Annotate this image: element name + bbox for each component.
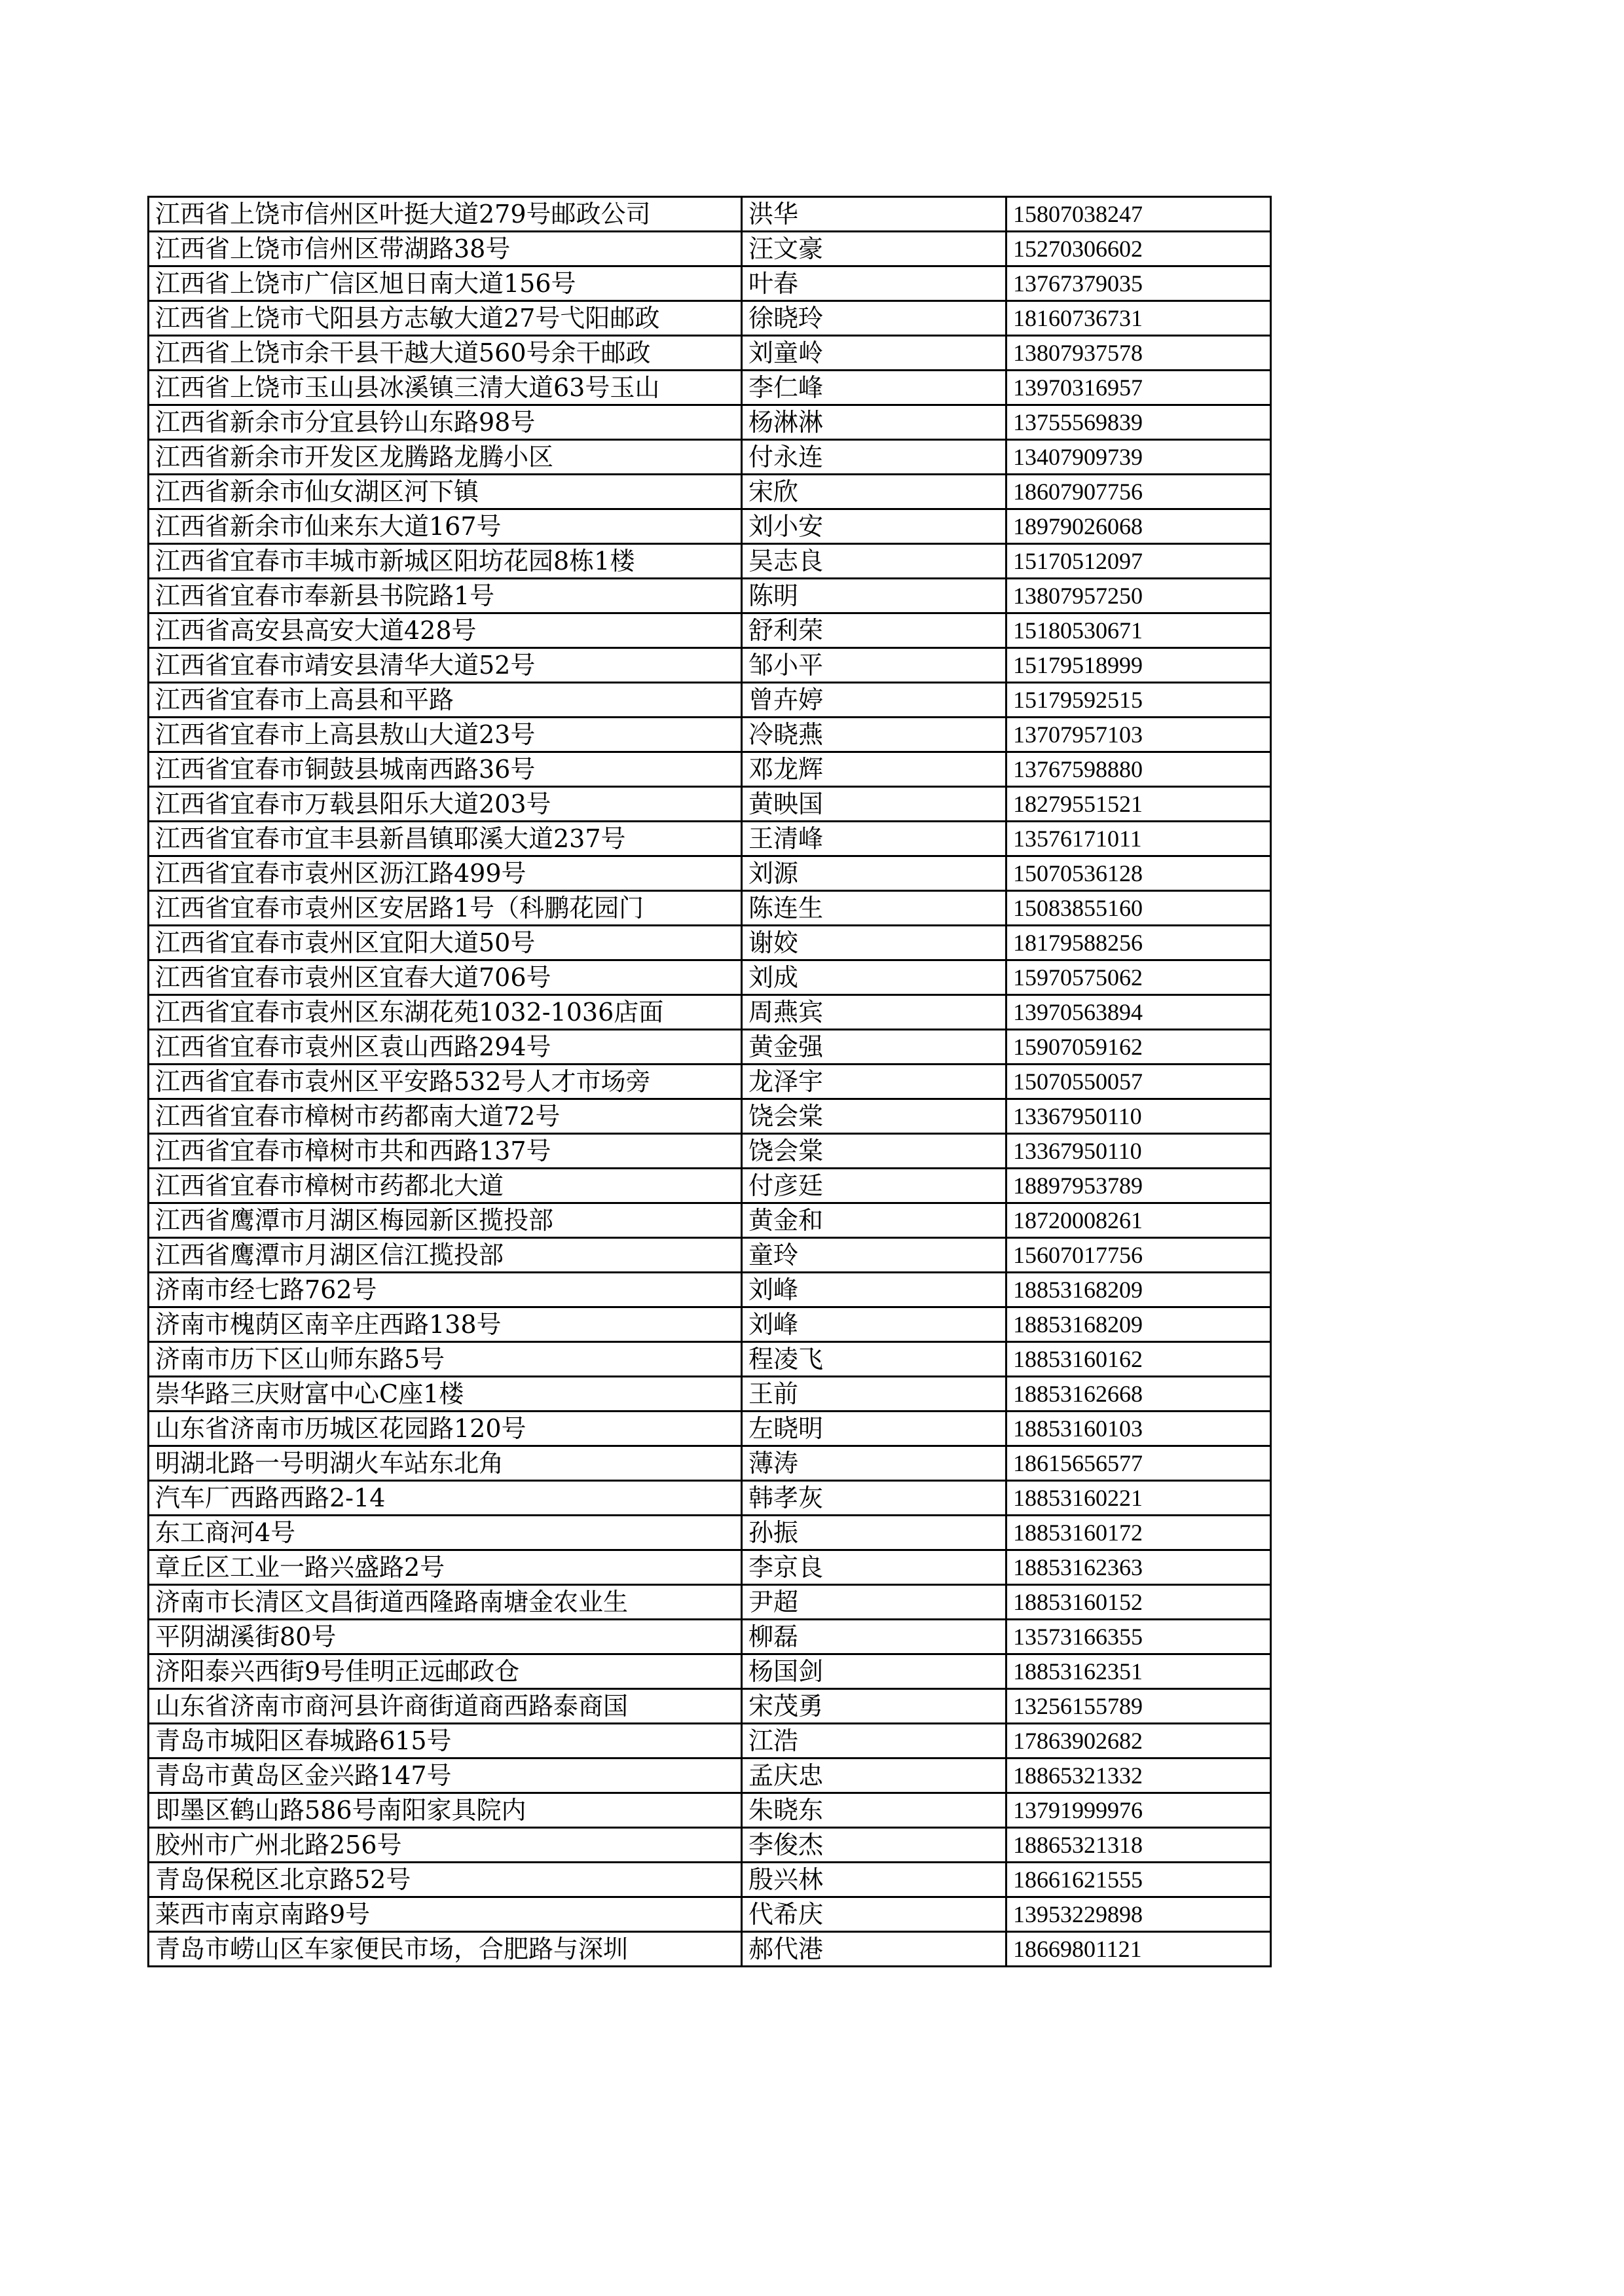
name-cell: 刘小安 [742, 509, 1006, 544]
table-row [149, 1377, 1271, 1412]
name-cell: 洪华 [742, 197, 1006, 232]
address-cell: 山东省济南市商河县许商街道商西路泰商国 [149, 1689, 742, 1724]
name-cell: 刘源 [742, 856, 1006, 891]
address-cell: 江西省上饶市广信区旭日南大道156号 [149, 266, 742, 301]
table-row [149, 1446, 1271, 1481]
address-cell: 济南市槐荫区南辛庄西路138号 [149, 1307, 742, 1342]
address-cell: 江西省新余市开发区龙腾路龙腾小区 [149, 440, 742, 475]
name-cell: 饶会棠 [742, 1099, 1006, 1134]
name-cell: 王清峰 [742, 822, 1006, 856]
table-row [149, 579, 1271, 613]
table-row [149, 1550, 1271, 1585]
table-row [149, 960, 1271, 995]
name-cell: 杨淋淋 [742, 405, 1006, 440]
phone-cell: 18853160162 [1006, 1342, 1271, 1377]
address-cell: 济阳泰兴西街9号佳明正远邮政仓 [149, 1654, 742, 1689]
table-row [149, 1273, 1271, 1307]
address-cell: 江西省宜春市袁州区沥江路499号 [149, 856, 742, 891]
address-cell: 江西省鹰潭市月湖区梅园新区揽投部 [149, 1203, 742, 1238]
name-cell: 杨国剑 [742, 1654, 1006, 1689]
address-cell: 济南市历下区山师东路5号 [149, 1342, 742, 1377]
table-row [149, 405, 1271, 440]
name-cell: 邓龙辉 [742, 752, 1006, 787]
address-cell: 江西省新余市仙来东大道167号 [149, 509, 742, 544]
table-row [149, 1065, 1271, 1099]
table-row [149, 440, 1271, 475]
table-row [149, 1134, 1271, 1169]
name-cell: 付永连 [742, 440, 1006, 475]
name-cell: 汪文豪 [742, 232, 1006, 266]
phone-cell: 15179592515 [1006, 683, 1271, 718]
phone-cell: 18853160221 [1006, 1481, 1271, 1516]
phone-cell: 15607017756 [1006, 1238, 1271, 1273]
address-cell: 江西省宜春市袁州区宜春大道706号 [149, 960, 742, 995]
phone-cell: 13970563894 [1006, 995, 1271, 1030]
phone-cell: 15179518999 [1006, 648, 1271, 683]
address-cell: 江西省上饶市余干县干越大道560号余干邮政 [149, 336, 742, 371]
name-cell: 周燕宾 [742, 995, 1006, 1030]
address-cell: 东工商河4号 [149, 1516, 742, 1550]
name-cell: 舒利荣 [742, 613, 1006, 648]
table-row [149, 1863, 1271, 1897]
address-cell: 江西省上饶市玉山县冰溪镇三清大道63号玉山 [149, 371, 742, 405]
table-row [149, 1342, 1271, 1377]
phone-cell: 13807957250 [1006, 579, 1271, 613]
address-cell: 江西省新余市分宜县钤山东路98号 [149, 405, 742, 440]
address-cell: 即墨区鹤山路586号南阳家具院内 [149, 1793, 742, 1828]
phone-cell: 18661621555 [1006, 1863, 1271, 1897]
address-cell: 江西省宜春市樟树市共和西路137号 [149, 1134, 742, 1169]
table-row [149, 752, 1271, 787]
name-cell: 李仁峰 [742, 371, 1006, 405]
address-cell: 青岛市黄岛区金兴路147号 [149, 1758, 742, 1793]
address-cell: 江西省宜春市袁州区平安路532号人才市场旁 [149, 1065, 742, 1099]
address-cell: 汽车厂西路西路2-14 [149, 1481, 742, 1516]
name-cell: 朱晓东 [742, 1793, 1006, 1828]
table-row [149, 1169, 1271, 1203]
phone-cell: 15180530671 [1006, 613, 1271, 648]
table-row [149, 1030, 1271, 1065]
address-cell: 江西省宜春市袁州区东湖花苑1032-1036店面 [149, 995, 742, 1030]
table-row [149, 544, 1271, 579]
name-cell: 王前 [742, 1377, 1006, 1412]
address-cell: 江西省宜春市靖安县清华大道52号 [149, 648, 742, 683]
phone-cell: 18669801121 [1006, 1932, 1271, 1967]
table-row [149, 1724, 1271, 1758]
phone-cell: 18853162668 [1006, 1377, 1271, 1412]
name-cell: 饶会棠 [742, 1134, 1006, 1169]
name-cell: 陈连生 [742, 891, 1006, 926]
table-row [149, 1412, 1271, 1446]
phone-cell: 18853162363 [1006, 1550, 1271, 1585]
phone-cell: 18607907756 [1006, 475, 1271, 509]
phone-cell: 18853168209 [1006, 1307, 1271, 1342]
address-cell: 章丘区工业一路兴盛路2号 [149, 1550, 742, 1585]
name-cell: 徐晓玲 [742, 301, 1006, 336]
table-row [149, 1099, 1271, 1134]
table-row [149, 1620, 1271, 1654]
phone-cell: 15970575062 [1006, 960, 1271, 995]
table-row [149, 266, 1271, 301]
name-cell: 刘童岭 [742, 336, 1006, 371]
name-cell: 黄金和 [742, 1203, 1006, 1238]
phone-cell: 15807038247 [1006, 197, 1271, 232]
phone-cell: 18865321318 [1006, 1828, 1271, 1863]
phone-cell: 13407909739 [1006, 440, 1271, 475]
name-cell: 童玲 [742, 1238, 1006, 1273]
name-cell: 黄金强 [742, 1030, 1006, 1065]
address-cell: 江西省高安县高安大道428号 [149, 613, 742, 648]
address-cell: 崇华路三庆财富中心C座1楼 [149, 1377, 742, 1412]
table-row [149, 995, 1271, 1030]
table-row [149, 1758, 1271, 1793]
phone-cell: 13367950110 [1006, 1099, 1271, 1134]
table-row [149, 1897, 1271, 1932]
name-cell: 江浩 [742, 1724, 1006, 1758]
table-row [149, 371, 1271, 405]
phone-cell: 18720008261 [1006, 1203, 1271, 1238]
name-cell: 曾卉婷 [742, 683, 1006, 718]
name-cell: 刘峰 [742, 1273, 1006, 1307]
table-row [149, 1307, 1271, 1342]
address-cell: 江西省宜春市袁州区袁山西路294号 [149, 1030, 742, 1065]
table-row [149, 822, 1271, 856]
phone-cell: 13576171011 [1006, 822, 1271, 856]
table-row [149, 1793, 1271, 1828]
table-row [149, 891, 1271, 926]
table-row [149, 1654, 1271, 1689]
name-cell: 宋欣 [742, 475, 1006, 509]
phone-cell: 13367950110 [1006, 1134, 1271, 1169]
name-cell: 谢姣 [742, 926, 1006, 960]
address-cell: 青岛市城阳区春城路615号 [149, 1724, 742, 1758]
phone-cell: 13707957103 [1006, 718, 1271, 752]
address-cell: 江西省宜春市铜鼓县城南西路36号 [149, 752, 742, 787]
name-cell: 邹小平 [742, 648, 1006, 683]
name-cell: 叶春 [742, 266, 1006, 301]
table-row [149, 718, 1271, 752]
phone-cell: 18179588256 [1006, 926, 1271, 960]
phone-cell: 18853160103 [1006, 1412, 1271, 1446]
name-cell: 陈明 [742, 579, 1006, 613]
address-cell: 青岛市崂山区车家便民市场，合肥路与深圳 [149, 1932, 742, 1967]
address-cell: 江西省新余市仙女湖区河下镇 [149, 475, 742, 509]
address-cell: 江西省宜春市袁州区安居路1号（科鹏花园门 [149, 891, 742, 926]
name-cell: 代希庆 [742, 1897, 1006, 1932]
phone-cell: 17863902682 [1006, 1724, 1271, 1758]
phone-cell: 18279551521 [1006, 787, 1271, 822]
phone-cell: 18160736731 [1006, 301, 1271, 336]
address-cell: 山东省济南市历城区花园路120号 [149, 1412, 742, 1446]
name-cell: 韩孝灰 [742, 1481, 1006, 1516]
phone-cell: 18865321332 [1006, 1758, 1271, 1793]
phone-cell: 13953229898 [1006, 1897, 1271, 1932]
phone-cell: 18897953789 [1006, 1169, 1271, 1203]
table-row [149, 1828, 1271, 1863]
address-cell: 江西省上饶市信州区叶挺大道279号邮政公司 [149, 197, 742, 232]
table-row [149, 856, 1271, 891]
address-cell: 江西省上饶市信州区带湖路38号 [149, 232, 742, 266]
table-row [149, 232, 1271, 266]
name-cell: 李俊杰 [742, 1828, 1006, 1863]
phone-cell: 18615656577 [1006, 1446, 1271, 1481]
contact-table [147, 196, 1272, 1967]
address-cell: 江西省宜春市奉新县书院路1号 [149, 579, 742, 613]
phone-cell: 15170512097 [1006, 544, 1271, 579]
table-row [149, 1516, 1271, 1550]
phone-cell: 15070536128 [1006, 856, 1271, 891]
name-cell: 左晓明 [742, 1412, 1006, 1446]
phone-cell: 15083855160 [1006, 891, 1271, 926]
phone-cell: 13791999976 [1006, 1793, 1271, 1828]
phone-cell: 13767379035 [1006, 266, 1271, 301]
table-row [149, 1203, 1271, 1238]
name-cell: 刘峰 [742, 1307, 1006, 1342]
phone-cell: 18979026068 [1006, 509, 1271, 544]
phone-cell: 13807937578 [1006, 336, 1271, 371]
address-cell: 江西省宜春市宜丰县新昌镇耶溪大道237号 [149, 822, 742, 856]
phone-cell: 13573166355 [1006, 1620, 1271, 1654]
address-cell: 江西省宜春市万载县阳乐大道203号 [149, 787, 742, 822]
name-cell: 龙泽宇 [742, 1065, 1006, 1099]
name-cell: 刘成 [742, 960, 1006, 995]
name-cell: 程凌飞 [742, 1342, 1006, 1377]
name-cell: 殷兴林 [742, 1863, 1006, 1897]
name-cell: 尹超 [742, 1585, 1006, 1620]
table-row [149, 509, 1271, 544]
address-cell: 江西省宜春市上高县敖山大道23号 [149, 718, 742, 752]
phone-cell: 18853168209 [1006, 1273, 1271, 1307]
name-cell: 李京良 [742, 1550, 1006, 1585]
address-cell: 胶州市广州北路256号 [149, 1828, 742, 1863]
table-row [149, 336, 1271, 371]
phone-cell: 13755569839 [1006, 405, 1271, 440]
address-cell: 明湖北路一号明湖火车站东北角 [149, 1446, 742, 1481]
phone-cell: 15270306602 [1006, 232, 1271, 266]
table-row [149, 613, 1271, 648]
phone-cell: 18853160152 [1006, 1585, 1271, 1620]
address-cell: 济南市长清区文昌街道西隆路南塘金农业生 [149, 1585, 742, 1620]
phone-cell: 15070550057 [1006, 1065, 1271, 1099]
phone-cell: 13970316957 [1006, 371, 1271, 405]
name-cell: 冷晓燕 [742, 718, 1006, 752]
address-cell: 青岛保税区北京路52号 [149, 1863, 742, 1897]
table-row [149, 1932, 1271, 1967]
name-cell: 郝代港 [742, 1932, 1006, 1967]
phone-cell: 15907059162 [1006, 1030, 1271, 1065]
contact-table-body [149, 197, 1271, 1967]
table-row [149, 301, 1271, 336]
table-row [149, 926, 1271, 960]
phone-cell: 13256155789 [1006, 1689, 1271, 1724]
name-cell: 薄涛 [742, 1446, 1006, 1481]
table-row [149, 787, 1271, 822]
address-cell: 江西省宜春市袁州区宜阳大道50号 [149, 926, 742, 960]
name-cell: 孙振 [742, 1516, 1006, 1550]
table-row [149, 683, 1271, 718]
name-cell: 宋茂勇 [742, 1689, 1006, 1724]
address-cell: 平阴湖溪街80号 [149, 1620, 742, 1654]
phone-cell: 18853162351 [1006, 1654, 1271, 1689]
name-cell: 孟庆忠 [742, 1758, 1006, 1793]
table-row [149, 197, 1271, 232]
phone-cell: 18853160172 [1006, 1516, 1271, 1550]
address-cell: 江西省上饶市弋阳县方志敏大道27号弋阳邮政 [149, 301, 742, 336]
table-row [149, 1238, 1271, 1273]
address-cell: 江西省宜春市樟树市药都南大道72号 [149, 1099, 742, 1134]
phone-cell: 13767598880 [1006, 752, 1271, 787]
address-cell: 江西省宜春市丰城市新城区阳坊花园8栋1楼 [149, 544, 742, 579]
table-row [149, 1585, 1271, 1620]
address-cell: 济南市经七路762号 [149, 1273, 742, 1307]
name-cell: 付彦廷 [742, 1169, 1006, 1203]
table-row [149, 648, 1271, 683]
name-cell: 吴志良 [742, 544, 1006, 579]
name-cell: 柳磊 [742, 1620, 1006, 1654]
table-row [149, 475, 1271, 509]
address-cell: 江西省鹰潭市月湖区信江揽投部 [149, 1238, 742, 1273]
address-cell: 莱西市南京南路9号 [149, 1897, 742, 1932]
name-cell: 黄映国 [742, 787, 1006, 822]
table-row [149, 1481, 1271, 1516]
table-row [149, 1689, 1271, 1724]
address-cell: 江西省宜春市上高县和平路 [149, 683, 742, 718]
address-cell: 江西省宜春市樟树市药都北大道 [149, 1169, 742, 1203]
